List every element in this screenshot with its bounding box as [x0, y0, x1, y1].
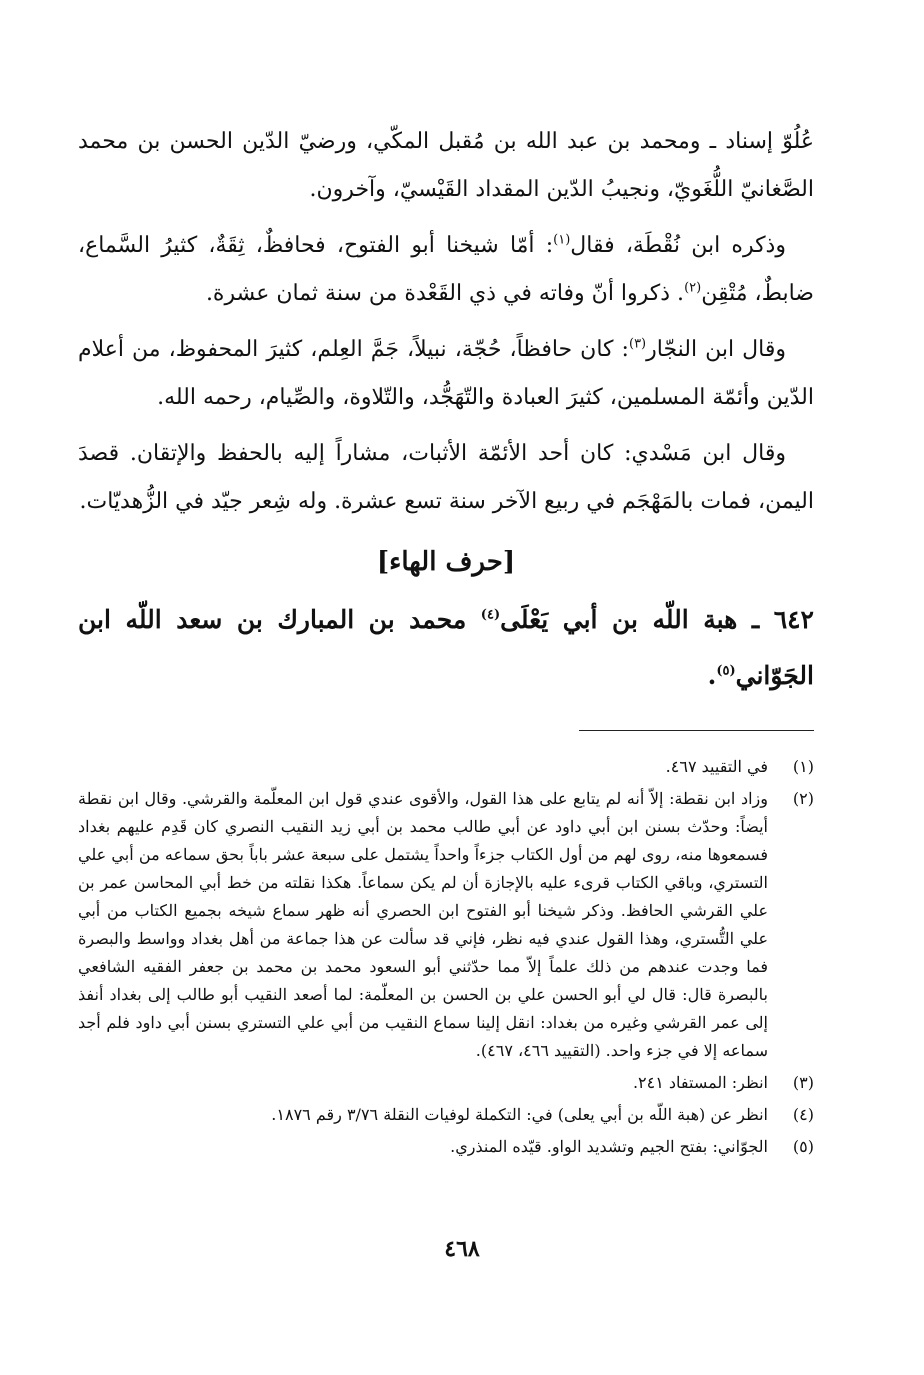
footnote-text: انظر عن (هبة اللّه بن أبي يعلى) في: التكملة لوفيات النقلة ٣/٧٦ رقم ١٨٧٦. [271, 1105, 768, 1124]
paragraph-2-middle: : أمّا شيخنا أبو الفتوح، فحافظٌ، ثِقَةٌ، كثيرُ السَّماع، ضابطٌ، مُتْقِن [78, 233, 814, 306]
section-heading: [حرف الهاء] [376, 547, 516, 577]
footnote-2 [78, 785, 814, 1065]
footnote-number: (٤) [792, 1105, 814, 1124]
paragraph-4 [78, 430, 814, 526]
paragraph-1-text: عُلُوّ إسناد ـ ومحمد بن عبد الله بن مُقبل المكّي، ورضيّ الدّين الحسن بن محمد الصَّغانيّ اللُّغَويّ، ونجيبُ الدّين المقداد القَيْسيّ، وآخرون. [78, 129, 814, 202]
paragraph-4-text: وقال ابن مَسْدي: كان أحد الأئمّة الأثبات، مشاراً إليه بالحفظ والإتقان. قصدَ اليمن، فمات بالمَهْجَم في ربيع الآخر سنة تسع عشرة. وله شِعر جيّد في الزُّهديّات. [78, 441, 814, 514]
page-number: ٤٦٨ [444, 1236, 480, 1262]
footnote-ref-3[interactable]: (٣) [628, 336, 647, 352]
footnote-text: وزاد ابن نقطة: إلاّ أنه لم يتابع على هذا القول، والأقوى عندي قول ابن المعلّمة والقرشي. وقال ابن نقطة أيضاً: وحدّث بسنن ابن أبي داود عن أبي طالب محمد بن أبي زيد النقيب النصري كان قَدِم عليهم بغداد فسمعوها منه، روى لهم من أول الكتاب جزءاً واحداً يشتمل على سبعة عشر باباً بحق سماعه من أبي علي التستري، وباقي الكتاب قرىء عليه بالإجازة أن لم يكن سماعاً. هكذا نقلته من خط أبي المحاسن عمر بن علي القرشي الحافظ. وذكر شيخنا أبو الفتوح ابن الحصري أنه ظهر سماع شيخه بجميع الكتاب من أبي علي التُّستري، وهذا القول عندي فيه نظر، فإني قد سألت عن هذا جماعة من أهل بغداد وواسط والبصرة فما وجدت عندهم من ذلك علماً إلاّ مما حدّثني أبو السعود محمد بن محمد بن جعفر الفقيه الشافعي بالبصرة قال: قال لي أبو الحسن علي بن الحسن بن المعلّمة: لما أصعد النقيب أبو طالب إلى بغداد أنفذ إلى عمر القرشي وغيره من بغداد: انقل إلينا سماع النقيب من أبي علي التستري بسنن أبي داود فلم أجد سماعه إلا في جزء واحد. (التقييد ٤٦٦، ٤٦٧). [78, 789, 769, 1060]
footnote-1 [78, 753, 814, 781]
paragraph-3 [78, 326, 814, 422]
footnote-number: (٥) [792, 1137, 814, 1156]
paragraph-2 [78, 222, 814, 318]
entry-heading-middle: محمد بن المبارك بن سعد اللّه ابن الجَوّاني [78, 605, 814, 690]
footnote-divider [579, 730, 814, 731]
footnote-4 [78, 1101, 814, 1129]
paragraph-2-after: . ذكروا أنّ وفاته في ذي القَعْدة من سنة ثمان عشرة. [205, 281, 685, 306]
footnote-3 [78, 1069, 814, 1097]
paragraph-1 [78, 118, 814, 214]
footnote-ref-4[interactable]: (٤) [480, 607, 501, 623]
entry-heading-after: . [707, 661, 717, 690]
footnote-number: (١) [792, 757, 814, 776]
footnote-number: (٢) [792, 789, 814, 808]
entry-heading [78, 592, 814, 704]
footnote-ref-5[interactable]: (٥) [716, 663, 736, 679]
paragraph-3-after: : كان حافظاً، حُجّة، نبيلاً، جَمَّ العِلم، كثيرَ المحفوظ، من أعلام الدّين وأئمّة المسلمين، كثيرَ العبادة والتّهَجُّد، والتّلاوة، والصِّيام، رحمه الله. [78, 337, 814, 410]
footnote-text: الجوّاني: بفتح الجيم وتشديد الواو. قيّده المنذري. [450, 1137, 768, 1156]
footnote-ref-2[interactable]: (٢) [684, 280, 702, 296]
footnote-text: انظر: المستفاد ٢٤١. [632, 1073, 768, 1092]
paragraph-2-before: وذكره ابن نُقْطَة، فقال [570, 233, 786, 258]
entry-heading-before: ٦٤٢ ـ هبة اللّه بن أبي يَعْلَى [500, 605, 814, 634]
footnote-text: في التقييد ٤٦٧. [665, 757, 768, 776]
paragraph-3-before: وقال ابن النجّار [646, 337, 787, 362]
page-body [78, 118, 814, 1165]
footnotes [78, 753, 814, 1161]
footnote-ref-1[interactable]: (١) [553, 232, 571, 248]
main-text [78, 118, 814, 704]
footnote-5 [78, 1133, 814, 1161]
footnote-number: (٣) [792, 1073, 814, 1092]
